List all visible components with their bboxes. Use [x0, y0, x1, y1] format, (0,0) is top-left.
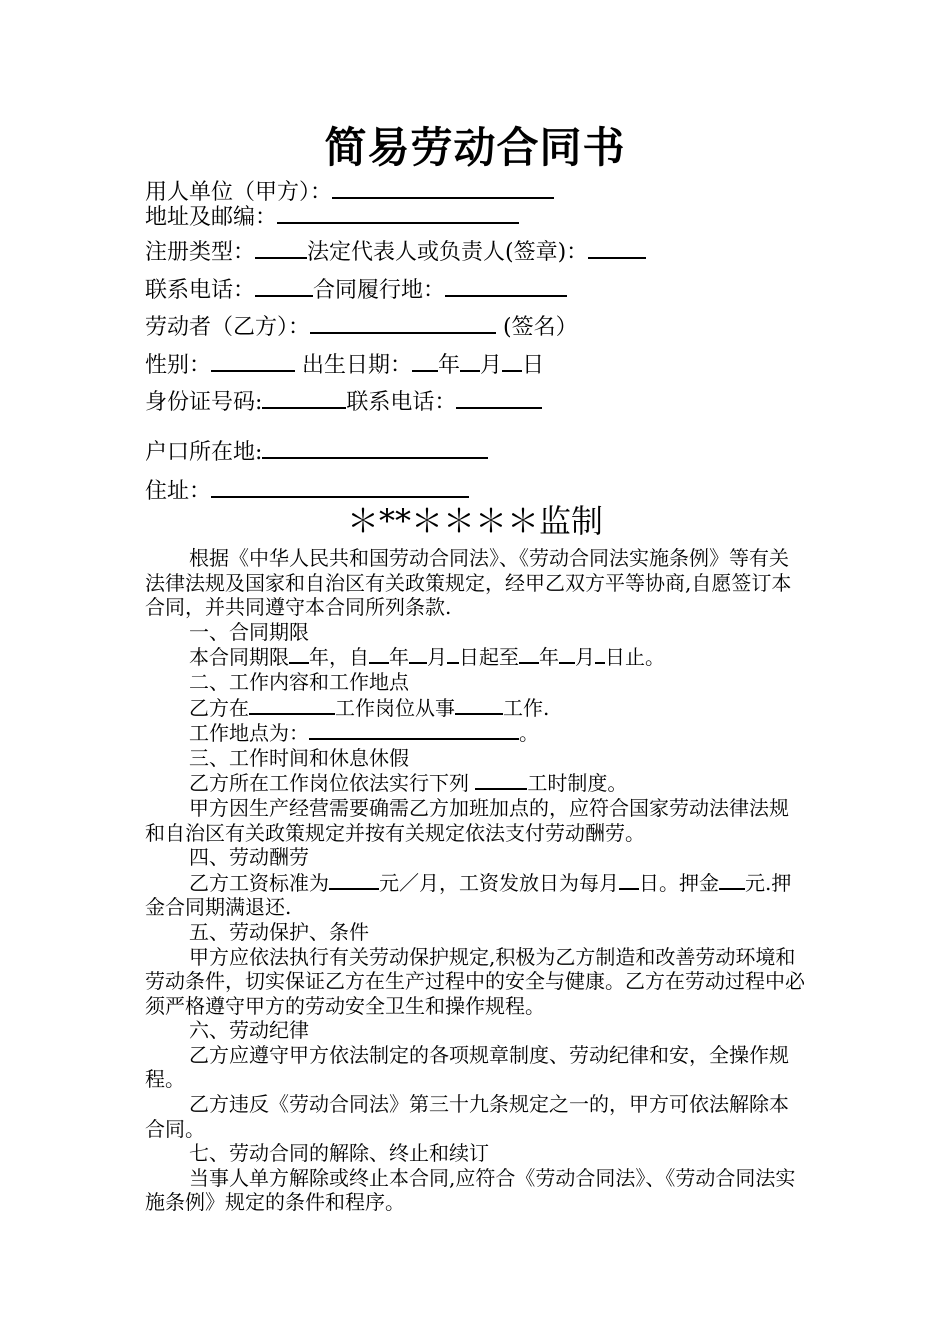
workplace-end: 。 [519, 721, 539, 746]
section-1-term [145, 644, 805, 670]
residence-blank[interactable] [211, 474, 469, 498]
residence-label: 住址： [145, 479, 212, 504]
section-7-heading: 七、劳动合同的解除、终止和续订 [189, 1141, 489, 1166]
post-label: 乙方在 [189, 695, 249, 720]
legal-rep-label: 法定代表人或负责人(签章)： [307, 240, 589, 265]
section-5-heading: 五、劳动保护、条件 [189, 919, 369, 944]
wage-blank[interactable] [329, 870, 379, 890]
worker-blank[interactable] [310, 310, 496, 334]
year-label: 年 [438, 353, 461, 378]
term-years-blank[interactable] [289, 644, 309, 664]
payday-blank[interactable] [619, 870, 639, 890]
term-from-label: 年，自 [309, 645, 369, 670]
section-2-place [145, 720, 805, 746]
gender-blank[interactable] [211, 348, 295, 372]
post-blank[interactable] [249, 695, 335, 715]
gender-label: 性别： [145, 353, 212, 378]
worker-line [145, 310, 578, 342]
employer-blank[interactable] [332, 175, 554, 199]
hours-blank[interactable] [475, 770, 527, 790]
reg-type-label: 注册类型： [145, 240, 256, 265]
sign-label: (签名） [503, 315, 578, 340]
end-month-label: 月 [575, 645, 595, 670]
workplace-label: 工作地点为： [189, 721, 309, 746]
end-year-blank[interactable] [519, 644, 539, 664]
job-blank[interactable] [455, 695, 503, 715]
section-3-hours [145, 770, 805, 796]
contract-body [145, 546, 805, 1215]
place-blank[interactable] [445, 273, 567, 297]
section-6-heading: 六、劳动纪律 [189, 1018, 309, 1043]
id-line [145, 385, 542, 417]
term-label: 本合同期限 [189, 645, 289, 670]
job-label: 工作岗位从事 [335, 695, 455, 720]
section-2-heading: 二、工作内容和工作地点 [189, 669, 409, 694]
phone-blank[interactable] [255, 273, 313, 297]
phone2-blank[interactable] [456, 385, 542, 409]
section-5-paragraph: 甲方应依法执行有关劳动保护规定,积极为乙方制造和改善劳动环境和劳动条件，切实保证乙方在生产过程中的安全与健康。乙方在劳动过程中必须严格遵守甲方的劳动安全卫生和操作规程。 [145, 944, 805, 1018]
document-title: 简易劳动合同书 [324, 123, 626, 172]
hours-system-label: 工时制度。 [527, 771, 628, 796]
month-label: 月 [480, 353, 503, 378]
payday-label: 元／月，工资发放日为每月 [379, 870, 619, 895]
hukou-line [145, 435, 488, 467]
hukou-blank[interactable] [262, 435, 488, 459]
work-label: 工作. [503, 695, 550, 720]
id-blank[interactable] [262, 385, 346, 409]
legal-rep-blank[interactable] [588, 235, 646, 259]
section-2-post [145, 695, 805, 721]
deposit-label: 日。押金 [639, 870, 719, 895]
phone2-label: 联系电话： [346, 390, 457, 415]
section-7-paragraph: 当事人单方解除或终止本合同,应符合《劳动合同法》、《劳动合同法实施条例》规定的条件和程序。 [145, 1165, 796, 1215]
start-day-label: 日起至 [459, 645, 519, 670]
start-month-blank[interactable] [409, 644, 427, 664]
birth-month-blank[interactable] [460, 348, 480, 372]
birth-label: 出生日期： [302, 353, 413, 378]
intro-paragraph: 根据《中华人民共和国劳动合同法》、《劳动合同法实施条例》等有关法律法规及国家和自治区有关政策规定，经甲乙双方平等协商,自愿签订本合同，并共同遵守本合同所列条款. [145, 546, 792, 620]
phone-label: 联系电话： [145, 278, 256, 303]
deposit-return-label: 元.押金合同期满退还. [145, 870, 792, 920]
end-day-label: 日止。 [605, 645, 665, 670]
reg-line [145, 235, 646, 267]
address-label: 地址及邮编： [145, 205, 278, 230]
workplace-blank[interactable] [309, 720, 519, 740]
deposit-blank[interactable] [719, 870, 745, 890]
worker-label: 劳动者（乙方）： [145, 315, 311, 340]
hukou-label: 户口所在地: [145, 440, 263, 465]
birth-day-blank[interactable] [502, 348, 522, 372]
day-label: 日 [522, 353, 545, 378]
address-blank[interactable] [277, 200, 519, 224]
section-4-wage [145, 870, 805, 920]
id-label: 身份证号码: [145, 390, 263, 415]
end-day-blank[interactable] [595, 644, 605, 664]
start-year-blank[interactable] [369, 644, 389, 664]
end-year-label: 年 [539, 645, 559, 670]
section-1-heading: 一、合同期限 [189, 619, 309, 644]
section-6-paragraph-2: 乙方违反《劳动合同法》第三十九条规定之一的，甲方可依法解除本合同。 [145, 1092, 789, 1141]
birth-year-blank[interactable] [412, 348, 438, 372]
start-month-label: 月 [427, 645, 447, 670]
address-line [145, 200, 519, 232]
section-6-paragraph-1: 乙方应遵守甲方依法制定的各项规章制度、劳动纪律和安，全操作规程。 [145, 1042, 789, 1092]
reg-type-blank[interactable] [255, 235, 307, 259]
section-3-heading: 三、工作时间和休息休假 [189, 745, 409, 770]
section-3-overtime: 甲方因生产经营需要确需乙方加班加点的，应符合国家劳动法律法规和自治区有关政策规定并按有关规定依法支付劳动酬劳。 [145, 795, 789, 845]
section-4-heading: 四、劳动酬劳 [189, 845, 309, 870]
supervision-line: ＊**＊＊＊＊监制 [346, 502, 603, 540]
hours-label: 乙方所在工作岗位依法实行下列 [189, 771, 476, 796]
phone-line [145, 273, 567, 305]
employer-label: 用人单位（甲方）： [145, 180, 333, 205]
start-year-label: 年 [389, 645, 409, 670]
gender-line [145, 348, 544, 380]
end-month-blank[interactable] [559, 644, 575, 664]
place-label: 合同履行地： [313, 278, 446, 303]
wage-label: 乙方工资标准为 [189, 870, 329, 895]
start-day-blank[interactable] [447, 644, 459, 664]
